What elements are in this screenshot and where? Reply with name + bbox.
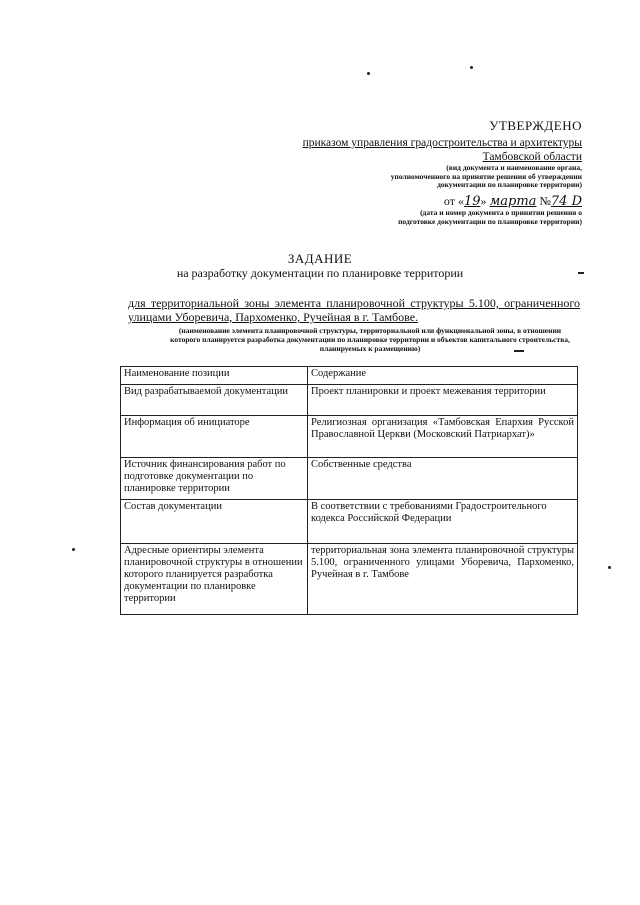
scan-speck [470, 66, 473, 69]
document-number: 74 D [550, 194, 582, 209]
issuer-line: Тамбовской области [482, 151, 582, 163]
scan-speck [367, 72, 370, 75]
issuer-block [252, 136, 582, 164]
table-row [121, 500, 578, 544]
table-header-row [121, 367, 578, 385]
table-cell-value: Религиозная организация «Тамбовская Епархия Русской Православной Церкви (Московский Патриархат)» [308, 416, 578, 458]
date-month: марта [489, 194, 537, 209]
table-cell-name: Адресные ориентиры элемента планировочной структуры в отношении которого планируется разработка документации по планировке территории [121, 544, 308, 615]
table-cell-value: Проект планировки и проект межевания территории [308, 385, 578, 416]
table-header-cell: Наименование позиции [121, 367, 308, 385]
note-line: (вид документа и наименование органа, [446, 163, 582, 172]
note-line: (дата и номер документа о принятии решения о [420, 208, 582, 217]
issuer-note [352, 164, 582, 190]
planning-object-note [160, 326, 580, 353]
table-cell-value: Собственные средства [308, 458, 578, 500]
note-line: документации по планировке территории) [437, 180, 582, 189]
note-line: подготовке документации по планировке территории) [398, 216, 582, 226]
table-cell-name: Состав документации [121, 500, 308, 544]
approval-date-line [444, 194, 582, 209]
scan-speck [608, 566, 611, 569]
date-day: 19 [463, 194, 481, 209]
document-subtitle: на разработку документации по планировке территории [176, 266, 464, 280]
table-row [121, 385, 578, 416]
note-line: уполномоченного на принятие решения об утверждении [390, 171, 582, 181]
table-cell-name: Вид разрабатываемой документации [121, 385, 308, 416]
date-note [382, 209, 582, 226]
table-cell-name: Информация об инициаторе [121, 416, 308, 458]
table-cell-name: Источник финансирования работ по подготовке документации по планировке территории [121, 458, 308, 500]
table-cell-value: территориальная зона элемента планировочной структуры 5.100, ограниченного улицами Уборевича, Пархоменко, Ручейная в г. Тамбове [308, 544, 578, 615]
approved-stamp-title: УТВЕРЖДЕНО [489, 118, 582, 133]
document-title: ЗАДАНИЕ [287, 251, 353, 266]
table-row [121, 416, 578, 458]
note-line: планируемых к размещению) [319, 344, 421, 353]
date-number-prefix: № [536, 194, 551, 208]
note-line: (наименование элемента планировочной структуры, территориальной или функциональной зоны, в отношении [178, 326, 562, 335]
scan-speck [72, 548, 75, 551]
date-mid: » [480, 194, 490, 208]
specification-table [120, 366, 578, 615]
table-row [121, 458, 578, 500]
note-line: которого планируется разработка документации по планировке территории и объектов капитального строительства, [170, 335, 570, 344]
planning-object-text: для территориальной зоны элемента планировочной структуры 5.100, ограниченного улицами Уборевича, Пархоменко, Ручейная в г. Тамбове. [128, 296, 580, 324]
issuer-line: приказом управления градостроительства и архитектуры [302, 137, 582, 149]
date-prefix: от « [443, 194, 464, 208]
table-cell-value: В соответствии с требованиями Градостроительного кодекса Российской Федерации [308, 500, 578, 544]
table-row [121, 544, 578, 615]
table-header-cell: Содержание [308, 367, 578, 385]
